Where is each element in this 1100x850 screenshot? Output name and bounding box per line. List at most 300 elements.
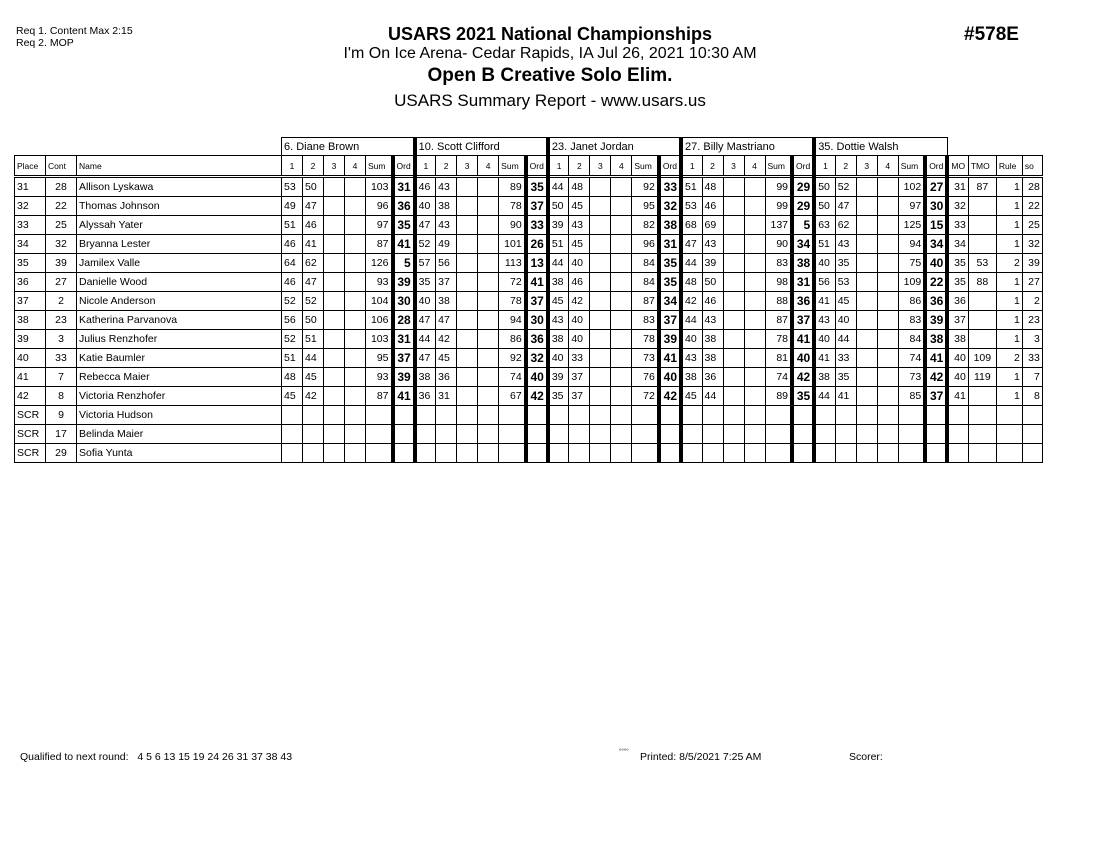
score-cell — [415, 444, 436, 463]
ordinal-cell: 37 — [925, 387, 947, 406]
ordinal-cell: 41 — [792, 330, 814, 349]
score-cell — [590, 292, 611, 311]
sum-cell: 86 — [499, 330, 526, 349]
score-cell — [814, 444, 835, 463]
score-cell: 43 — [436, 216, 457, 235]
sum-cell: 106 — [366, 311, 393, 330]
event-number: #578E — [964, 24, 1019, 45]
sum-cell — [366, 425, 393, 444]
score-cell — [345, 197, 366, 216]
score-cell — [723, 349, 744, 368]
score-cell — [723, 273, 744, 292]
score-cell — [457, 216, 478, 235]
ordinal-cell: 38 — [659, 216, 681, 235]
score-cell — [282, 425, 303, 444]
cont-cell: 29 — [46, 444, 77, 463]
score-cell — [548, 425, 569, 444]
score-cell: 38 — [702, 330, 723, 349]
sum-cell — [765, 425, 792, 444]
cont-cell: 27 — [46, 273, 77, 292]
ordinal-cell: 28 — [393, 311, 415, 330]
table-row — [15, 235, 1043, 254]
score-cell: 48 — [569, 177, 590, 197]
tmo-cell: 119 — [968, 368, 996, 387]
sum-cell: 126 — [366, 254, 393, 273]
score-cell: 40 — [569, 254, 590, 273]
score-cell: 56 — [436, 254, 457, 273]
sum-cell: 92 — [632, 177, 659, 197]
score-cell: 63 — [814, 216, 835, 235]
mo-cell: 35 — [947, 273, 968, 292]
score-cell: 38 — [548, 273, 569, 292]
score-cell — [856, 273, 877, 292]
score-cell — [877, 444, 898, 463]
sum-cell: 90 — [765, 235, 792, 254]
score-cell — [457, 387, 478, 406]
score-cell — [723, 235, 744, 254]
score-cell: 40 — [569, 311, 590, 330]
col-name: Name — [77, 156, 282, 177]
col-tmo: TMO — [968, 156, 996, 177]
ordinal-cell: 35 — [659, 273, 681, 292]
mo-cell: 34 — [947, 235, 968, 254]
score-cell — [856, 368, 877, 387]
score-cell: 45 — [835, 292, 856, 311]
sum-cell: 87 — [632, 292, 659, 311]
score-cell: 51 — [814, 235, 835, 254]
ordinal-cell: 40 — [925, 254, 947, 273]
sum-cell: 94 — [898, 235, 925, 254]
rule-cell: 1 — [996, 330, 1022, 349]
score-cell — [723, 216, 744, 235]
score-cell — [324, 197, 345, 216]
score-cell: 38 — [436, 292, 457, 311]
score-cell: 51 — [303, 330, 324, 349]
ordinal-cell: 36 — [792, 292, 814, 311]
score-cell: 47 — [835, 197, 856, 216]
ordinal-cell: 30 — [925, 197, 947, 216]
col-judge-2-1: 1 — [415, 156, 436, 177]
score-cell: 40 — [835, 311, 856, 330]
score-cell: 38 — [415, 368, 436, 387]
score-cell — [415, 406, 436, 425]
so-cell: 25 — [1022, 216, 1042, 235]
name-cell: Nicole Anderson — [77, 292, 282, 311]
score-cell — [324, 235, 345, 254]
mo-cell: 35 — [947, 254, 968, 273]
sum-cell: 67 — [499, 387, 526, 406]
score-cell — [345, 254, 366, 273]
score-cell: 36 — [415, 387, 436, 406]
score-cell — [744, 444, 765, 463]
score-cell — [345, 311, 366, 330]
score-cell: 51 — [282, 349, 303, 368]
sum-cell: 74 — [898, 349, 925, 368]
ordinal-cell — [792, 425, 814, 444]
score-cell — [324, 444, 345, 463]
blank-cell — [947, 138, 1042, 156]
score-cell — [877, 311, 898, 330]
mo-cell: 32 — [947, 197, 968, 216]
score-cell — [723, 387, 744, 406]
table-row — [15, 177, 1043, 197]
col-judge-1-4: 4 — [345, 156, 366, 177]
event-name: Open B Creative Solo Elim. — [427, 65, 673, 86]
score-cell — [324, 349, 345, 368]
so-cell — [1022, 425, 1042, 444]
table-row — [15, 406, 1043, 425]
ordinal-cell: 34 — [659, 292, 681, 311]
score-cell: 52 — [303, 292, 324, 311]
score-cell — [856, 197, 877, 216]
score-cell — [324, 406, 345, 425]
col-judge-1-2: 2 — [303, 156, 324, 177]
sum-cell: 137 — [765, 216, 792, 235]
ordinal-cell: 37 — [659, 311, 681, 330]
so-cell: 3 — [1022, 330, 1042, 349]
score-cell: 46 — [702, 292, 723, 311]
score-cell — [590, 349, 611, 368]
printed-timestamp: Printed: 8/5/2021 7:25 AM — [640, 751, 762, 763]
col-judge-3-2: 2 — [569, 156, 590, 177]
score-cell — [478, 349, 499, 368]
score-cell — [345, 349, 366, 368]
rule-cell: 1 — [996, 273, 1022, 292]
score-cell: 46 — [702, 197, 723, 216]
cont-cell: 23 — [46, 311, 77, 330]
score-cell — [345, 425, 366, 444]
sum-cell: 99 — [765, 177, 792, 197]
score-cell: 43 — [702, 311, 723, 330]
ordinal-cell: 39 — [925, 311, 947, 330]
sum-cell — [632, 444, 659, 463]
sum-cell — [499, 406, 526, 425]
score-cell — [478, 311, 499, 330]
score-cell: 45 — [436, 349, 457, 368]
sum-cell: 113 — [499, 254, 526, 273]
sum-cell: 78 — [499, 292, 526, 311]
score-cell — [436, 406, 457, 425]
ordinal-cell: 41 — [526, 273, 548, 292]
score-cell: 41 — [303, 235, 324, 254]
score-cell: 50 — [814, 197, 835, 216]
ordinal-cell: 35 — [526, 177, 548, 197]
rule-cell: 2 — [996, 349, 1022, 368]
score-cell — [723, 197, 744, 216]
score-cell: 48 — [282, 368, 303, 387]
score-cell — [345, 177, 366, 197]
score-cell — [478, 235, 499, 254]
name-cell: Allison Lyskawa — [77, 177, 282, 197]
score-cell — [436, 444, 457, 463]
score-cell — [611, 406, 632, 425]
mo-cell: 33 — [947, 216, 968, 235]
score-cell — [590, 368, 611, 387]
cont-cell: 9 — [46, 406, 77, 425]
sum-cell: 78 — [632, 330, 659, 349]
score-cell — [478, 197, 499, 216]
sum-cell: 73 — [898, 368, 925, 387]
so-cell: 32 — [1022, 235, 1042, 254]
score-cell — [436, 425, 457, 444]
ordinal-cell: 31 — [792, 273, 814, 292]
score-cell: 44 — [548, 254, 569, 273]
score-cell — [590, 254, 611, 273]
score-cell: 40 — [548, 349, 569, 368]
score-cell: 43 — [569, 216, 590, 235]
place-cell: 40 — [15, 349, 46, 368]
score-cell: 35 — [835, 368, 856, 387]
ordinal-cell: 36 — [526, 330, 548, 349]
score-cell — [303, 406, 324, 425]
ordinal-cell — [925, 425, 947, 444]
place-cell: 34 — [15, 235, 46, 254]
score-cell — [590, 387, 611, 406]
score-cell — [345, 387, 366, 406]
score-cell: 31 — [436, 387, 457, 406]
score-cell: 46 — [415, 177, 436, 197]
cont-cell: 7 — [46, 368, 77, 387]
score-cell — [569, 444, 590, 463]
score-cell — [303, 444, 324, 463]
ordinal-cell — [659, 425, 681, 444]
rule-cell: 1 — [996, 235, 1022, 254]
score-cell — [744, 197, 765, 216]
so-cell: 8 — [1022, 387, 1042, 406]
score-cell — [345, 273, 366, 292]
score-cell — [345, 330, 366, 349]
score-cell — [457, 368, 478, 387]
score-cell — [723, 254, 744, 273]
score-cell: 36 — [436, 368, 457, 387]
so-cell — [1022, 406, 1042, 425]
score-cell — [744, 349, 765, 368]
rule-cell: 1 — [996, 197, 1022, 216]
score-cell — [856, 292, 877, 311]
ordinal-cell: 34 — [925, 235, 947, 254]
ordinal-cell — [526, 406, 548, 425]
score-cell — [457, 349, 478, 368]
score-cell — [324, 387, 345, 406]
score-cell — [702, 406, 723, 425]
score-cell — [814, 406, 835, 425]
judge-header-row — [15, 138, 1043, 156]
score-cell: 46 — [569, 273, 590, 292]
score-cell: 42 — [681, 292, 702, 311]
score-cell: 52 — [282, 330, 303, 349]
score-cell: 33 — [835, 349, 856, 368]
score-cell — [590, 235, 611, 254]
ordinal-cell — [393, 425, 415, 444]
score-cell — [478, 368, 499, 387]
score-cell — [324, 311, 345, 330]
ordinal-cell: 39 — [393, 368, 415, 387]
score-cell — [590, 330, 611, 349]
place-cell: 36 — [15, 273, 46, 292]
so-cell: 22 — [1022, 197, 1042, 216]
score-cell — [877, 177, 898, 197]
col-judge-4-2: 2 — [702, 156, 723, 177]
score-cell: 37 — [569, 368, 590, 387]
judge-name: 35. Dottie Walsh — [814, 138, 947, 156]
col-judge-4-3: 3 — [723, 156, 744, 177]
sum-cell — [499, 425, 526, 444]
ordinal-cell: 38 — [925, 330, 947, 349]
col-judge-1-3: 3 — [324, 156, 345, 177]
score-cell — [877, 273, 898, 292]
sum-cell: 94 — [499, 311, 526, 330]
score-cell — [457, 254, 478, 273]
score-cell — [478, 387, 499, 406]
score-cell — [744, 235, 765, 254]
score-cell — [611, 235, 632, 254]
col-judge-5-1: 1 — [814, 156, 835, 177]
sum-cell — [632, 425, 659, 444]
table-row — [15, 292, 1043, 311]
score-cell: 38 — [548, 330, 569, 349]
ordinal-cell — [792, 406, 814, 425]
name-cell: Belinda Maier — [77, 425, 282, 444]
sum-cell: 87 — [765, 311, 792, 330]
score-cell: 44 — [835, 330, 856, 349]
sum-cell: 83 — [898, 311, 925, 330]
score-cell: 50 — [548, 197, 569, 216]
name-cell: Rebecca Maier — [77, 368, 282, 387]
rule-cell: 2 — [996, 254, 1022, 273]
score-cell — [345, 235, 366, 254]
place-cell: 33 — [15, 216, 46, 235]
sum-cell — [898, 425, 925, 444]
score-cell: 44 — [681, 311, 702, 330]
score-cell: 45 — [548, 292, 569, 311]
name-cell: Sofia Yunta — [77, 444, 282, 463]
tmo-cell — [968, 330, 996, 349]
score-cell — [681, 425, 702, 444]
score-cell — [324, 425, 345, 444]
rule-cell — [996, 444, 1022, 463]
col-judge-1-1: 1 — [282, 156, 303, 177]
score-cell — [324, 330, 345, 349]
cont-cell: 28 — [46, 177, 77, 197]
table-row — [15, 444, 1043, 463]
col-judge-2-3: 3 — [457, 156, 478, 177]
ordinal-cell: 39 — [659, 330, 681, 349]
score-cell — [723, 177, 744, 197]
score-cell — [548, 444, 569, 463]
score-cell — [590, 425, 611, 444]
score-cell: 40 — [814, 254, 835, 273]
sum-cell: 99 — [765, 197, 792, 216]
name-cell: Bryanna Lester — [77, 235, 282, 254]
score-cell — [324, 216, 345, 235]
ordinal-cell: 15 — [925, 216, 947, 235]
score-cell: 62 — [835, 216, 856, 235]
score-cell — [723, 406, 744, 425]
col-place: Place — [15, 156, 46, 177]
col-judge-4-ord: Ord — [792, 156, 814, 177]
ordinal-cell: 40 — [659, 368, 681, 387]
tmo-cell: 87 — [968, 177, 996, 197]
place-cell: SCR — [15, 444, 46, 463]
score-cell — [324, 254, 345, 273]
name-cell: Victoria Renzhofer — [77, 387, 282, 406]
score-cell: 38 — [681, 368, 702, 387]
score-cell: 53 — [835, 273, 856, 292]
sum-cell: 73 — [632, 349, 659, 368]
score-cell: 48 — [702, 177, 723, 197]
sum-cell: 86 — [898, 292, 925, 311]
score-cell — [856, 425, 877, 444]
cont-cell: 22 — [46, 197, 77, 216]
tmo-cell — [968, 444, 996, 463]
col-mo: MO — [947, 156, 968, 177]
score-cell: 44 — [681, 254, 702, 273]
sum-cell: 104 — [366, 292, 393, 311]
ordinal-cell: 42 — [659, 387, 681, 406]
score-cell: 40 — [415, 197, 436, 216]
ordinal-cell: 41 — [659, 349, 681, 368]
place-cell: 41 — [15, 368, 46, 387]
sum-cell: 84 — [632, 273, 659, 292]
sum-cell: 84 — [898, 330, 925, 349]
score-cell: 44 — [814, 387, 835, 406]
score-cell — [590, 444, 611, 463]
score-cell — [856, 235, 877, 254]
score-cell — [877, 330, 898, 349]
ordinal-cell: 5 — [393, 254, 415, 273]
score-cell — [324, 368, 345, 387]
sum-cell: 93 — [366, 273, 393, 292]
ordinal-cell — [393, 444, 415, 463]
score-cell: 48 — [681, 273, 702, 292]
score-cell — [611, 444, 632, 463]
score-cell — [611, 216, 632, 235]
ordinal-cell: 42 — [925, 368, 947, 387]
sum-cell: 95 — [632, 197, 659, 216]
score-cell: 45 — [681, 387, 702, 406]
score-cell — [723, 292, 744, 311]
score-cell — [457, 235, 478, 254]
name-cell: Victoria Hudson — [77, 406, 282, 425]
score-cell: 50 — [702, 273, 723, 292]
ordinal-cell: 32 — [526, 349, 548, 368]
score-cell — [856, 349, 877, 368]
score-cell: 43 — [814, 311, 835, 330]
ordinal-cell: 31 — [393, 330, 415, 349]
qualified-info — [20, 751, 292, 763]
score-cell — [478, 292, 499, 311]
ordinal-cell — [526, 425, 548, 444]
score-cell: 45 — [569, 235, 590, 254]
score-cell — [835, 444, 856, 463]
score-cell — [611, 254, 632, 273]
sum-cell: 109 — [898, 273, 925, 292]
score-cell: 42 — [436, 330, 457, 349]
score-cell: 52 — [415, 235, 436, 254]
mo-cell: 37 — [947, 311, 968, 330]
sum-cell: 92 — [499, 349, 526, 368]
name-cell: Katie Baumler — [77, 349, 282, 368]
score-cell — [415, 425, 436, 444]
score-cell — [877, 406, 898, 425]
score-cell — [478, 254, 499, 273]
score-cell: 51 — [282, 216, 303, 235]
score-cell: 38 — [702, 349, 723, 368]
tmo-cell — [968, 387, 996, 406]
sum-cell: 74 — [765, 368, 792, 387]
sum-cell: 76 — [632, 368, 659, 387]
ordinal-cell: 37 — [792, 311, 814, 330]
